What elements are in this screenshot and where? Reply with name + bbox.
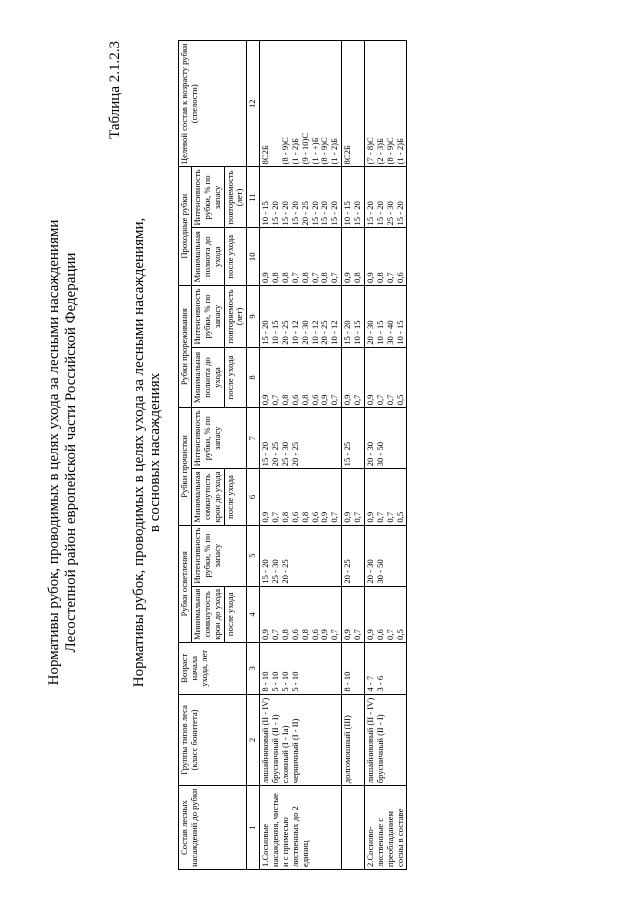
cell-line: 0,8 — [374, 272, 385, 284]
cell-line: 0,9 — [342, 629, 353, 640]
hdr-passage: Проходные рубки — [179, 167, 192, 286]
cell-line: 3 - 6 — [374, 675, 385, 692]
cell-line: (9 - 10)С — [299, 132, 310, 165]
cell-line: 5 - 10 — [270, 671, 280, 692]
cell-line: (8 - 9)С — [319, 137, 330, 165]
cell-line: 15 - 20 — [329, 201, 340, 226]
cell-line: 15 - 20 — [260, 320, 271, 345]
cell-c9 — [342, 286, 365, 348]
cell-c6 — [364, 469, 407, 525]
cell-line: 4 - 7 — [364, 675, 375, 692]
cell-line: 5 - 10 — [289, 671, 300, 692]
cell-line: 0,7 — [329, 629, 340, 640]
cell-line: 15 - 20 — [289, 201, 300, 226]
hdr-repeat-1: повторяемость (лет) — [224, 286, 247, 348]
cell-line: 30 - 50 — [374, 441, 385, 467]
table-row — [342, 41, 365, 870]
cell-c9 — [364, 286, 407, 348]
cell-line: 0,8 — [279, 394, 290, 406]
hdr-target: Целевой состав к возрасту рубки (спелости) — [179, 41, 247, 167]
cell-line: 0,7 — [384, 511, 395, 523]
hdr-intensity-4: Интенсивность рубки, % по запасу — [191, 167, 224, 228]
cell-line: 25 - 30 — [279, 441, 290, 467]
cell-c6 — [342, 469, 365, 525]
hdr-composition: Состав лесных насаждений до рубки — [179, 786, 247, 870]
cell-line: 0,7 — [270, 394, 280, 406]
cell-line: 20 - 25 — [342, 559, 353, 584]
subtitle-line-1: Нормативы рубок, проводимых в целях ухода за лесными насаждениями, — [131, 217, 147, 688]
cell-line: лишайниковый (II - IV) — [260, 697, 271, 784]
cell-line: 0,7 — [352, 629, 362, 640]
hdr-min-density-1: Минимальная полнота до ухода — [191, 347, 224, 407]
cell-line: 20 - 25 — [279, 320, 290, 345]
header-row-1 — [179, 41, 192, 870]
cell-line: 25 - 30 — [384, 201, 395, 226]
cell-c7 — [342, 408, 365, 469]
cell-c8 — [260, 347, 342, 407]
col-number: 3 — [247, 642, 260, 694]
cell-line: (8 - 9)С — [384, 137, 395, 165]
cell-line: 0,7 — [384, 629, 395, 640]
cell-c10 — [260, 228, 342, 286]
cell-line: 0,7 — [329, 511, 340, 523]
cell-line: (2 - 3)Б — [374, 138, 385, 165]
cell-c4 — [364, 586, 407, 642]
cell-line: 0,9 — [319, 394, 330, 406]
cell-c8 — [364, 347, 407, 407]
hdr-repeat-2: повторяемость (лет) — [224, 167, 247, 228]
hdr-cleaning: Рубки прочистки — [179, 408, 192, 525]
cell-c7 — [364, 408, 407, 469]
cell-line: 0,8 — [279, 511, 290, 523]
cell-c11 — [260, 167, 342, 228]
cell-c6 — [260, 469, 342, 525]
cell-line: черничный (I - II) — [289, 718, 300, 784]
col-number: 1 — [247, 786, 260, 870]
col-number: 6 — [247, 469, 260, 525]
cell-line: 0,8 — [299, 272, 310, 284]
cell-line: 0,9 — [364, 394, 375, 406]
cell-c11 — [342, 167, 365, 228]
cell-line: (1 - 2)Б — [289, 138, 300, 165]
cell-line: 20 - 25 — [270, 441, 280, 467]
cell-line: 20 - 30 — [364, 559, 375, 584]
hdr-groups: Группы типов леса (класс бонитета) — [179, 694, 247, 786]
col-number: 5 — [247, 525, 260, 586]
cell-line: 0,9 — [260, 511, 271, 523]
cell-c11 — [364, 167, 407, 228]
cell-line: 20 - 25 — [299, 201, 310, 226]
cell-line: 10 - 15 — [374, 320, 385, 345]
cell-line: лишайниковый (II - IV) — [364, 697, 375, 784]
hdr-intensity-1: Интенсивность рубки, % по запасу — [191, 525, 246, 586]
cell-line: 0,9 — [342, 511, 353, 523]
hdr-intensity-3: Интенсивность рубки, % по запасу — [191, 286, 224, 348]
cell-line: (8 - 9)С — [279, 137, 290, 165]
hdr-thinning: Рубки прореживания — [179, 286, 192, 408]
hdr-after-1: после ухода — [224, 586, 247, 642]
cell-line: (7 - 8)С — [364, 137, 375, 165]
table-row — [364, 41, 407, 870]
cell-line: 10 - 15 — [342, 201, 353, 226]
cell-line: 0,7 — [329, 394, 340, 406]
cell-line: (1 - 2)Б — [329, 138, 340, 165]
cell-line: 0,6 — [374, 629, 385, 640]
cell-line: 0,9 — [364, 511, 375, 523]
cell-line: 20 - 25 — [289, 441, 300, 467]
cell-c9 — [260, 286, 342, 348]
cell-groups — [342, 694, 365, 786]
hdr-min-closure-2: Минимальная сомкнутость крон до ухода — [191, 469, 224, 525]
title-line-1: Нормативы рубок, проводимых в целях ухода за лесными насаждениями — [46, 219, 62, 686]
cell-line: 8С2Б — [260, 145, 271, 165]
cell-line: 10 - 12 — [329, 320, 340, 345]
col-number: 4 — [247, 586, 260, 642]
col-number: 10 — [247, 228, 260, 286]
cell-age — [364, 642, 407, 694]
cell-line: 10 - 15 — [352, 320, 362, 345]
cell-line: 0,9 — [342, 394, 353, 406]
cell-line: 25 - 30 — [270, 559, 280, 584]
cell-c8 — [342, 347, 365, 407]
cell-line: 0,7 — [270, 629, 280, 640]
cell-c4 — [342, 586, 365, 642]
col-number: 12 — [247, 41, 260, 167]
col-number: 9 — [247, 286, 260, 348]
cell-line: (1 - 2)Б — [394, 138, 405, 165]
hdr-clarification: Рубки осветления — [179, 525, 192, 642]
cell-age — [260, 642, 342, 694]
title-line-2: Лесостепной район европейской части Российской Федерации — [63, 252, 79, 653]
cell-line: 0,9 — [260, 394, 271, 406]
cell-line: 0,7 — [352, 511, 362, 523]
hdr-min-density-2: Минимальная полнота до ухода — [191, 228, 224, 286]
cell-line: 0,9 — [364, 272, 375, 284]
cell-groups — [260, 694, 342, 786]
hdr-intensity-2: Интенсивность рубки, % по запасу — [191, 408, 246, 469]
cell-line: 10 - 15 — [394, 320, 405, 345]
cell-line: 0,5 — [394, 511, 405, 523]
cell-line: 30 - 50 — [374, 559, 385, 584]
hdr-after-2: после ухода — [224, 469, 247, 525]
cell-line: 0,9 — [319, 511, 330, 523]
cell-c10 — [342, 228, 365, 286]
cell-line: 8С2Б — [342, 145, 353, 165]
cell-line: 15 - 25 — [342, 441, 353, 467]
cell-line: 15 - 20 — [279, 201, 290, 226]
cell-line: 0,6 — [309, 629, 320, 640]
cell-target — [260, 41, 342, 167]
cell-line: 0,6 — [394, 272, 405, 284]
cell-line: (1 - +)Б — [309, 137, 320, 165]
cell-line: долгомошный (III) — [342, 715, 353, 784]
cell-line: 15 - 20 — [352, 201, 362, 226]
cell-line: 15 - 20 — [260, 559, 271, 584]
cell-line: 20 - 25 — [319, 320, 330, 345]
cell-line: 0,6 — [289, 629, 300, 640]
cell-line: 0,8 — [299, 394, 310, 406]
hdr-start-age: Возраст начала ухода, лет — [179, 642, 247, 694]
cell-line: 15 - 20 — [364, 201, 375, 226]
table-number: Таблица 2.1.2.3 — [107, 41, 123, 139]
cell-line: 30 - 40 — [384, 320, 395, 345]
cell-line: 0,9 — [260, 272, 271, 284]
cell-target — [342, 41, 365, 167]
col-number: 8 — [247, 347, 260, 407]
cell-line: 20 - 25 — [279, 559, 290, 584]
cell-line: 0,6 — [309, 511, 320, 523]
hdr-min-closure-1: Минимальная сомкнутость крон до ухода — [191, 586, 224, 642]
cell-composition: 1.Сосновые насаждения, чистые и с примесью лиственных до 2 единиц — [260, 786, 342, 870]
cell-c5 — [260, 525, 342, 586]
hdr-after-4: после ухода — [224, 228, 247, 286]
cell-line: 8 - 10 — [342, 671, 353, 692]
cell-age — [342, 642, 365, 694]
cell-line: 0,6 — [309, 394, 320, 406]
cell-groups — [364, 694, 407, 786]
cell-line: 10 - 12 — [289, 320, 300, 345]
cell-line: 0,9 — [319, 629, 330, 640]
cell-line: 20 - 30 — [299, 320, 310, 345]
col-number: 2 — [247, 694, 260, 786]
cell-line: 10 - 12 — [309, 320, 320, 345]
cell-line: 0,5 — [394, 394, 405, 406]
cell-line: 15 - 20 — [260, 441, 271, 467]
cell-line: 0,8 — [299, 511, 310, 523]
cell-c10 — [364, 228, 407, 286]
cell-line: 0,7 — [384, 272, 395, 284]
cell-line: 0,7 — [374, 394, 385, 406]
cell-line: 20 - 30 — [364, 441, 375, 467]
cell-composition: 2.Сосново-лиственные с преобладанием сосны в составе — [364, 786, 407, 870]
table-body — [260, 41, 407, 870]
col-number: 7 — [247, 408, 260, 469]
subtitle-line-2: в сосновых насаждениях — [147, 372, 163, 533]
cell-line: 10 - 15 — [260, 201, 271, 226]
cell-line: брусничный (II - I) — [374, 714, 385, 784]
cell-line: 0,7 — [352, 394, 362, 406]
cell-line: 0,6 — [289, 394, 300, 406]
cell-line: 15 - 20 — [309, 201, 320, 226]
cell-c5 — [342, 525, 365, 586]
cell-line: 0,8 — [279, 272, 290, 284]
cell-line: 20 - 30 — [364, 320, 375, 345]
col-number: 11 — [247, 167, 260, 228]
cell-line: 15 - 20 — [374, 201, 385, 226]
cell-line: 0,7 — [329, 272, 340, 284]
cell-line: 15 - 20 — [270, 201, 280, 226]
cell-composition — [342, 786, 365, 870]
cell-line: 0,8 — [299, 629, 310, 640]
cell-line: брусничный (II - I) — [270, 714, 280, 784]
cell-line: 0,7 — [270, 511, 280, 523]
cell-line: 0,8 — [279, 629, 290, 640]
hdr-after-3: после ухода — [224, 347, 247, 407]
cell-line: 0,9 — [342, 272, 353, 284]
cell-c7 — [260, 408, 342, 469]
cell-line: 15 - 20 — [342, 320, 353, 345]
cell-line: 0,9 — [364, 629, 375, 640]
cell-line: 0,7 — [289, 272, 300, 284]
cell-line: 0,7 — [309, 272, 320, 284]
cell-target — [364, 41, 407, 167]
cell-line: 0,9 — [260, 629, 271, 640]
norms-table — [178, 40, 407, 870]
cell-line: 15 - 20 — [394, 201, 405, 226]
cell-line: 8 - 10 — [260, 671, 271, 692]
table-row — [260, 41, 342, 870]
cell-c5 — [364, 525, 407, 586]
cell-line: сложный (I - Ia) — [279, 725, 290, 784]
cell-line: 5 - 10 — [279, 671, 290, 692]
cell-line: 0,8 — [319, 272, 330, 284]
cell-line: 0,6 — [289, 511, 300, 523]
cell-line: 15 - 20 — [319, 201, 330, 226]
cell-line: 0,7 — [374, 511, 385, 523]
cell-line: 0,7 — [384, 394, 395, 406]
column-numbers-row — [247, 41, 260, 870]
cell-line: 10 - 15 — [270, 320, 280, 345]
cell-line: 0,8 — [352, 272, 362, 284]
cell-line: 0,5 — [394, 629, 405, 640]
cell-line: 0,8 — [270, 272, 280, 284]
cell-c4 — [260, 586, 342, 642]
